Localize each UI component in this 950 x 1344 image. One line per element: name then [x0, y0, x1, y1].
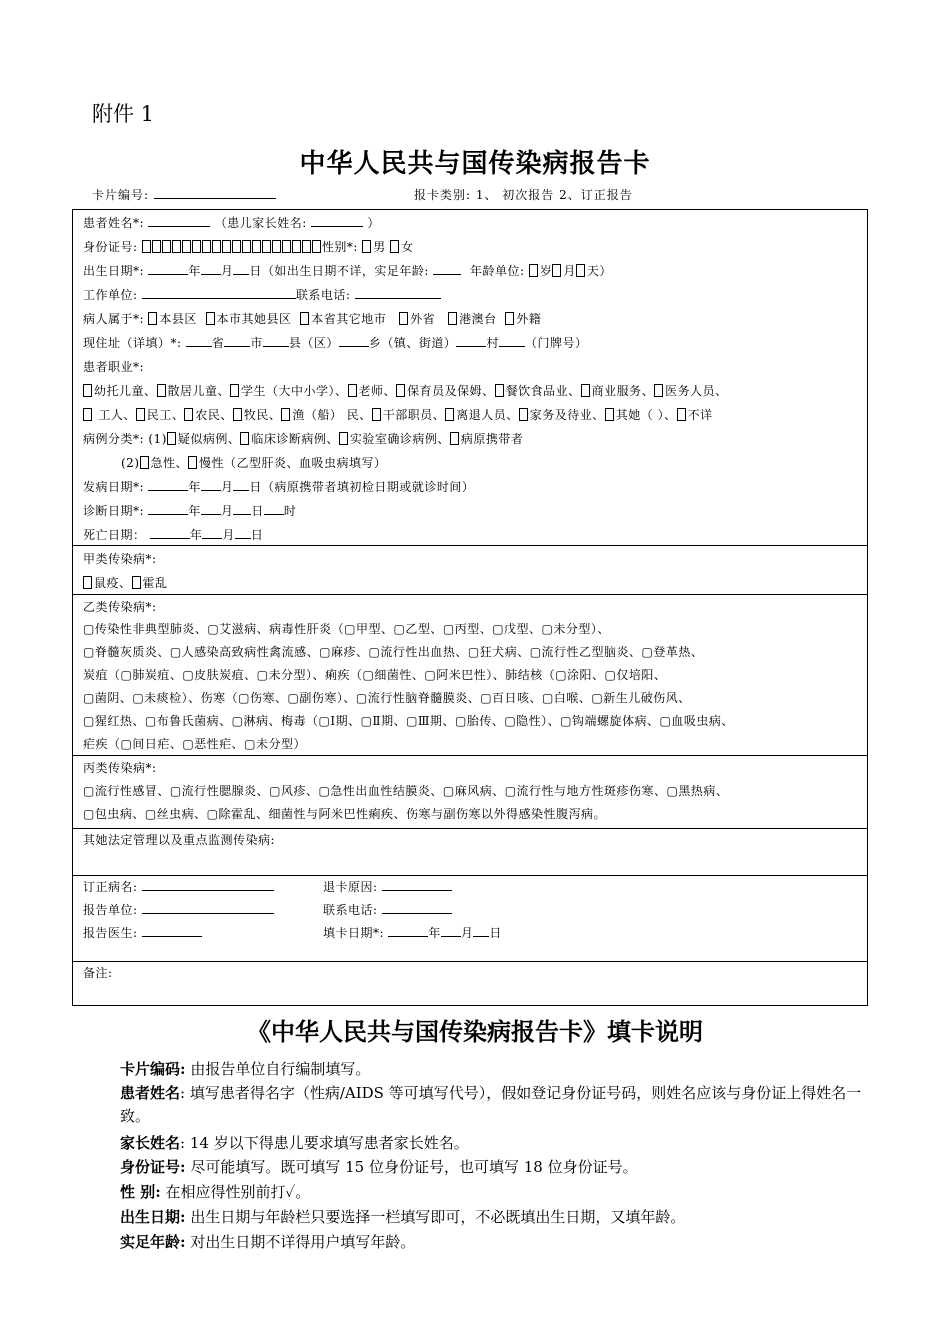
case-checkbox[interactable] [140, 456, 149, 469]
id-digit-box[interactable] [182, 240, 191, 253]
id-digit-box[interactable] [292, 240, 301, 253]
birth-row [83, 262, 612, 279]
corrected-name-row [83, 878, 274, 895]
belong-checkbox[interactable] [148, 312, 157, 325]
withdraw-reason-label: 退卡原因: [323, 880, 378, 894]
id-digit-box[interactable] [242, 240, 251, 253]
town-label: 乡（镇、街道） [368, 336, 457, 350]
diag-month-field[interactable] [201, 503, 221, 515]
id-digit-box[interactable] [212, 240, 221, 253]
id-digit-box[interactable] [172, 240, 181, 253]
village-field[interactable] [456, 335, 486, 347]
case-option: 实验室确诊病例、 [349, 432, 450, 446]
diag-label: 诊断日期*: [83, 504, 145, 518]
corrected-name-label: 订正病名: [83, 880, 138, 894]
withdraw-row [323, 878, 452, 895]
instruction-item [120, 1206, 880, 1229]
instruction-term: 患者姓名 [120, 1084, 181, 1102]
city-label: 市 [250, 336, 263, 350]
job-option: 工人、 [94, 408, 136, 422]
remarks-divider [73, 961, 867, 962]
job-option: 餐饮食品业、 [505, 384, 581, 398]
instruction-item [120, 1082, 880, 1128]
belong-checkbox[interactable] [448, 312, 457, 325]
age-month-label: 月 [563, 264, 576, 278]
class-c-line[interactable]: ▢包虫病、▢丝虫病、▢除霍乱、细菌性与阿米巴性痢疾、伤寒与副伤寒以外得感染性腹泻病。 [83, 807, 607, 821]
case-row-1 [83, 430, 523, 447]
age-year-label: 岁 [539, 264, 553, 278]
job-checkbox[interactable] [184, 408, 193, 421]
onset-month-field[interactable] [201, 479, 221, 491]
class-b-line[interactable]: ▢传染性非典型肺炎、▢艾滋病、病毒性肝炎（▢甲型、▢乙型、▢丙型、▢戊型、▢未分型）、 [83, 622, 610, 636]
belong-checkbox[interactable] [206, 312, 215, 325]
month-label: 月 [220, 504, 234, 518]
id-digit-box[interactable] [262, 240, 271, 253]
card-title: 中华人民共与国传染病报告卡 [299, 149, 651, 179]
male-checkbox[interactable] [362, 240, 371, 253]
report-divider [73, 875, 867, 876]
age-day-checkbox[interactable] [576, 264, 585, 277]
instruction-term: 出生日期: [120, 1208, 186, 1226]
job-option: 保育员及保姆、 [407, 384, 495, 398]
province-field[interactable] [186, 335, 212, 347]
instruction-text: : 14 岁以下得患儿要求填写患者家长姓名。 [180, 1134, 469, 1152]
age-field[interactable] [433, 263, 461, 275]
year-label: 年 [188, 480, 201, 494]
class-b-line[interactable]: 疟疾（▢间日疟、▢恶性疟、▢未分型） [83, 737, 307, 751]
instruction-text: 在相应得性别前打✓。 [160, 1183, 311, 1201]
job-checkbox[interactable] [157, 384, 166, 397]
disease-option: 霍乱 [142, 576, 168, 590]
age-unit-label: 年龄单位: [469, 264, 525, 278]
job-option: 家务及待业、 [529, 408, 605, 422]
contact-phone-row [323, 901, 452, 918]
patient-name-row [83, 214, 380, 231]
job-checkbox[interactable] [233, 408, 242, 421]
town-field[interactable] [339, 335, 369, 347]
class-c-line[interactable]: ▢流行性感冒、▢流行性腮腺炎、▢风疹、▢急性出血性结膜炎、▢麻风病、▢流行性与地方性斑疹伤寒、▢黑热病、 [83, 784, 729, 798]
jobs-row-2 [83, 406, 713, 423]
job-option: 民工、 [146, 408, 185, 422]
instruction-term: 性 别: [120, 1183, 161, 1201]
job-option: 干部职员、 [382, 408, 446, 422]
case-checkbox[interactable] [188, 456, 197, 469]
report-doctor-label: 报告医生: [83, 926, 138, 940]
id-digit-box[interactable] [222, 240, 231, 253]
job-option: 牧民、 [243, 408, 282, 422]
job-checkbox[interactable] [654, 384, 663, 397]
day-label: 日 [250, 528, 264, 542]
job-checkbox[interactable] [677, 408, 686, 421]
birth-month-field[interactable] [201, 263, 221, 275]
onset-label: 发病日期*: [83, 480, 145, 494]
job-option: 不详 [687, 408, 713, 422]
belong-option: 本市其她县区 [216, 312, 292, 326]
age-year-checkbox[interactable] [529, 264, 538, 277]
house-number-label: （门牌号） [524, 336, 588, 350]
month-label: 月 [220, 480, 234, 494]
house-number-field[interactable] [499, 335, 525, 347]
job-option: 商业服务、 [591, 384, 655, 398]
belong-label: 病人属于*: [83, 312, 145, 326]
case-checkbox[interactable] [339, 432, 348, 445]
report-unit-label: 报告单位: [83, 903, 138, 917]
province-label: 省 [211, 336, 225, 350]
job-option: 其她（ ）、 [615, 408, 677, 422]
instruction-item [120, 1132, 880, 1155]
birth-year-field[interactable] [148, 263, 188, 275]
instruction-item [120, 1231, 880, 1254]
card-number [92, 186, 276, 203]
job-checkbox[interactable] [348, 384, 357, 397]
belong-checkbox[interactable] [399, 312, 408, 325]
id-label: 身份证号: [83, 240, 138, 254]
other-diseases-label: 其她法定管理以及重点监测传染病: [83, 833, 276, 847]
phone-label: 联系电话: [295, 288, 351, 302]
belong-option: 港澳台 [459, 312, 497, 326]
paren-close: ） [367, 216, 380, 230]
paren-end: ） [599, 264, 612, 278]
county-field[interactable] [263, 335, 289, 347]
birth-day-field[interactable] [233, 263, 249, 275]
job-label: 患者职业*: [83, 360, 145, 374]
withdraw-reason-field[interactable] [382, 879, 452, 891]
patient-name-label: 患者姓名*: [83, 216, 145, 230]
id-digit-box[interactable] [192, 240, 201, 253]
job-option: 幼托儿童、 [94, 384, 157, 398]
day-label: 日 [251, 504, 264, 518]
id-digit-box[interactable] [142, 240, 151, 253]
year-label: 年 [188, 264, 201, 278]
contact-phone-field[interactable] [382, 902, 452, 914]
instruction-text: 出生日期与年龄栏只要选择一栏填写即可，不必既填出生日期，又填年龄。 [185, 1208, 686, 1226]
job-checkbox[interactable] [281, 408, 290, 421]
id-digit-box[interactable] [202, 240, 211, 253]
fill-date-label: 填卡日期*: [323, 926, 385, 940]
age-month-checkbox[interactable] [552, 264, 561, 277]
birth-label: 出生日期*: [83, 264, 145, 278]
death-year-field[interactable] [150, 527, 190, 539]
class-b-label: 乙类传染病*: [83, 600, 157, 614]
job-checkbox[interactable] [136, 408, 145, 421]
month-label: 月 [220, 264, 234, 278]
id-digit-box[interactable] [252, 240, 261, 253]
belong-checkbox[interactable] [505, 312, 514, 325]
case-label: 病例分类*: [83, 432, 145, 446]
job-option: 医务人员、 [665, 384, 728, 398]
birth-note: （如出生日期不详，实足年龄: [261, 264, 429, 278]
case-option: 疑似病例、 [177, 432, 241, 446]
village-label: 村 [486, 336, 499, 350]
female-label: 女 [401, 240, 414, 254]
onset-row [83, 478, 474, 495]
death-row [83, 526, 263, 543]
job-option: 离退人员、 [456, 408, 519, 422]
report-doctor-field[interactable] [142, 925, 202, 937]
death-label: 死亡日期： [83, 528, 146, 542]
male-label: 男 [373, 240, 386, 254]
case-option: 临床诊断病例、 [251, 432, 339, 446]
class-c-divider [73, 755, 867, 756]
death-day-field[interactable] [235, 527, 251, 539]
id-digit-box[interactable] [302, 240, 311, 253]
id-row [83, 238, 414, 255]
job-checkbox[interactable] [519, 408, 528, 421]
case-checkbox[interactable] [450, 432, 459, 445]
fill-month-field[interactable] [441, 925, 461, 937]
case-checkbox[interactable] [240, 432, 249, 445]
disease-checkbox[interactable] [132, 576, 141, 589]
job-checkbox[interactable] [495, 384, 504, 397]
class-b-divider [73, 594, 867, 595]
phone-field[interactable] [355, 287, 441, 299]
hour-label: 时 [283, 504, 297, 518]
class-b-line[interactable]: ▢猩红热、▢布鲁氏菌病、▢淋病、梅毒（▢Ⅰ期、▢Ⅱ期、▢Ⅲ期、▢胎传、▢隐性）、▢钩端螺旋体病、▢血吸虫病、 [83, 714, 734, 728]
job-checkbox[interactable] [605, 408, 614, 421]
case2-prefix: (2) [121, 456, 140, 470]
id-boxes[interactable] [142, 240, 322, 254]
fill-date-row [323, 924, 502, 941]
disease-option: 鼠疫、 [94, 576, 132, 590]
patient-name-field[interactable] [148, 215, 210, 227]
remarks-label: 备注: [83, 966, 113, 980]
class-a-label: 甲类传染病*: [83, 552, 157, 566]
diag-day-field[interactable] [233, 503, 251, 515]
instruction-text: 对出生日期不详得用户填写年龄。 [185, 1233, 416, 1251]
belong-option: 本省其它地市 [311, 312, 387, 326]
instruction-term: 家长姓名 [120, 1134, 181, 1152]
belong-row [83, 310, 541, 327]
card-number-label: 卡片编号: [92, 188, 150, 202]
id-digit-box[interactable] [272, 240, 281, 253]
job-checkbox[interactable] [230, 384, 239, 397]
diag-row [83, 502, 296, 519]
job-option: 散居儿童、 [167, 384, 231, 398]
onset-note: （病原携带者填初检日期或就诊时间） [261, 480, 475, 494]
disease-checkbox[interactable] [83, 576, 92, 589]
instruction-text: 由报告单位自行编制填写。 [185, 1060, 371, 1078]
diag-hour-field[interactable] [264, 503, 284, 515]
month-label: 月 [460, 926, 474, 940]
county-label: 县（区） [288, 336, 339, 350]
diag-year-field[interactable] [148, 503, 188, 515]
year-label: 年 [189, 528, 203, 542]
corrected-name-field[interactable] [142, 879, 274, 891]
class-a-divider [73, 545, 867, 546]
work-unit-field[interactable] [142, 287, 296, 299]
onset-year-field[interactable] [148, 479, 188, 491]
belong-option: 外籍 [516, 312, 542, 326]
instruction-text: 尽可能填写。既可填写 15 位身份证号，也可填写 18 位身份证号。 [185, 1158, 638, 1176]
instruction-item [120, 1058, 880, 1081]
job-checkbox[interactable] [445, 408, 454, 421]
work-row [83, 286, 441, 303]
instructions-title: 《中华人民共与国传染病报告卡》填卡说明 [247, 1017, 703, 1046]
onset-day-field[interactable] [233, 479, 249, 491]
job-option: 老师、 [358, 384, 397, 398]
case-option: 急性、 [150, 456, 189, 470]
belong-checkbox[interactable] [300, 312, 309, 325]
year-label: 年 [188, 504, 201, 518]
report-unit-field[interactable] [142, 902, 274, 914]
other-divider [73, 828, 867, 829]
class-b-line[interactable]: ▢脊髓灰质炎、▢人感染高致病性禽流感、▢麻疹、▢流行性出血热、▢狂犬病、▢流行性乙型脑炎、▢登革热、 [83, 645, 704, 659]
attachment-label: 附件 1 [92, 102, 155, 126]
day-label: 日 [249, 264, 262, 278]
job-option: 学生（大中小学）、 [241, 384, 348, 398]
class-c-label: 丙类传染病*: [83, 761, 157, 775]
instruction-term: 身份证号: [120, 1158, 186, 1176]
job-checkbox[interactable] [83, 408, 92, 421]
city-field[interactable] [224, 335, 250, 347]
death-month-field[interactable] [202, 527, 222, 539]
report-unit-row [83, 901, 274, 918]
age-day-label: 天 [586, 264, 600, 278]
job-option: 农民、 [195, 408, 233, 422]
case-row-2 [121, 454, 387, 471]
jobs-row-1 [83, 382, 728, 399]
instruction-text: : 填写患者得名字（性病/AIDS 等可填写代号），假如登记身份证号码，则姓名应该与身份证上得姓名一致。 [120, 1084, 862, 1125]
address-label: 现住址（详填）*: [83, 336, 182, 350]
report-card [72, 209, 868, 1006]
month-label: 月 [222, 528, 235, 542]
job-checkbox[interactable] [372, 408, 381, 421]
year-label: 年 [428, 926, 441, 940]
instruction-item [120, 1181, 880, 1204]
case-option: 病原携带者 [460, 432, 524, 446]
card-number-field[interactable] [154, 186, 276, 199]
id-digit-box[interactable] [282, 240, 291, 253]
sex-label: 性别*: [321, 240, 358, 254]
female-checkbox[interactable] [390, 240, 399, 253]
id-digit-box[interactable] [162, 240, 171, 253]
work-unit-label: 工作单位: [83, 288, 138, 302]
belong-option: 外省 [410, 312, 436, 326]
day-label: 日 [489, 926, 502, 940]
id-digit-box[interactable] [152, 240, 161, 253]
job-checkbox[interactable] [581, 384, 590, 397]
class-b-line[interactable]: 炭疽（▢肺炭疽、▢皮肤炭疽、▢未分型）、痢疾（▢细菌性、▢阿米巴性）、肺结核（▢涂阳、▢仅培阳、 [83, 668, 667, 682]
instruction-item [120, 1156, 880, 1179]
case1-prefix: (1) [148, 432, 167, 446]
parent-name-label: （患儿家长姓名: [214, 216, 307, 230]
job-checkbox[interactable] [83, 384, 92, 397]
job-checkbox[interactable] [396, 384, 405, 397]
case-checkbox[interactable] [167, 432, 176, 445]
belong-option: 本县区 [159, 312, 197, 326]
instruction-term: 实足年龄: [120, 1233, 186, 1251]
id-digit-box[interactable] [312, 240, 321, 253]
instruction-term: 卡片编码: [120, 1060, 186, 1078]
contact-phone-label: 联系电话: [323, 903, 378, 917]
day-label: 日 [249, 480, 262, 494]
class-b-line[interactable]: ▢菌阴、▢未痰检）、伤寒（▢伤寒、▢副伤寒）、▢流行性脑脊髓膜炎、▢百日咳、▢白喉、▢新生儿破伤风、 [83, 691, 691, 705]
parent-name-field[interactable] [311, 215, 363, 227]
job-option: 渔（船） 民、 [292, 408, 372, 422]
fill-day-field[interactable] [473, 925, 489, 937]
report-type: 报卡类别: 1、 初次报告 2、订正报告 [414, 188, 633, 202]
id-digit-box[interactable] [232, 240, 241, 253]
class-a-row [83, 574, 168, 591]
report-doctor-row [83, 924, 202, 941]
case-option: 慢性（乙型肝炎、血吸虫病填写） [199, 456, 387, 470]
address-row [83, 334, 587, 351]
fill-year-field[interactable] [388, 925, 428, 937]
